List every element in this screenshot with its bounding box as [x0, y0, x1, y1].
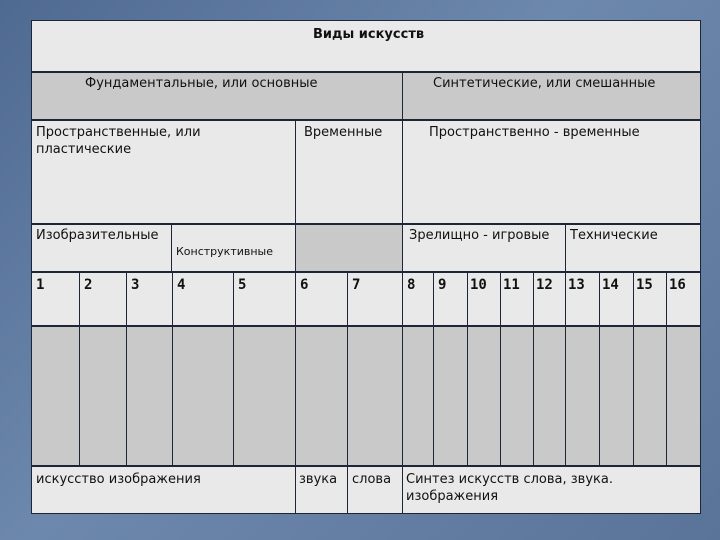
fundamental-arts-label: Фундаментальные, или основные — [85, 76, 318, 91]
synthesis-cell — [402, 466, 701, 514]
temporal-arts-label: Временные — [304, 125, 383, 140]
word-art-cell — [347, 466, 403, 514]
word-art-label: слова — [352, 472, 392, 487]
blank-cell-14 — [599, 326, 634, 466]
sound-art-cell — [295, 466, 348, 514]
blank-cell-4 — [172, 326, 234, 466]
image-art-label: искусство изображения — [36, 472, 201, 487]
spatial-arts-label: Пространственные, или пластические — [36, 125, 201, 157]
number-cell-5 — [233, 272, 296, 326]
number-cell-6 — [295, 272, 348, 326]
number-label-9: 9 — [438, 277, 447, 293]
number-label-3: 3 — [131, 277, 140, 293]
temporal-arts-cell — [295, 120, 403, 224]
number-label-12: 12 — [536, 277, 553, 293]
title-cell — [31, 20, 701, 72]
fundamental-arts-cell — [31, 72, 403, 120]
image-art-cell — [31, 466, 296, 514]
number-label-5: 5 — [238, 277, 247, 293]
visual-arts-label: Изобразительные — [36, 228, 159, 243]
spatiotemporal-arts-label: Пространственно - временные — [429, 125, 640, 140]
number-label-2: 2 — [84, 277, 93, 293]
constructive-arts-label: Конструктивные — [176, 245, 274, 258]
blank-cell-9 — [433, 326, 468, 466]
spatial-arts-cell — [31, 120, 296, 224]
sound-art-label: звука — [299, 472, 338, 487]
number-cell-15 — [633, 272, 667, 326]
blank-cell-10 — [467, 326, 501, 466]
number-cell-4 — [172, 272, 234, 326]
technical-arts-label: Технические — [570, 228, 658, 243]
blank-cell-8 — [402, 326, 434, 466]
blank-cell-1 — [31, 326, 80, 466]
number-cell-2 — [79, 272, 127, 326]
blank-cell-7 — [347, 326, 403, 466]
number-label-6: 6 — [300, 277, 309, 293]
spatiotemporal-arts-cell — [402, 120, 701, 224]
number-label-7: 7 — [352, 277, 361, 293]
number-cell-3 — [126, 272, 173, 326]
blank-cell-15 — [633, 326, 667, 466]
number-cell-10 — [467, 272, 501, 326]
blank-cell-11 — [500, 326, 534, 466]
spectacle-arts-cell — [402, 224, 566, 272]
constructive-arts-cell — [171, 224, 296, 272]
number-cell-7 — [347, 272, 403, 326]
synthetic-arts-label: Синтетические, или смешанные — [433, 76, 656, 91]
blank-cell-3 — [126, 326, 173, 466]
number-cell-9 — [433, 272, 468, 326]
synthesis-label: Синтез искусств слова, звука. изображения — [406, 472, 613, 504]
number-cell-8 — [402, 272, 434, 326]
spectacle-arts-label: Зрелищно - игровые — [409, 228, 550, 243]
blank-cell-5 — [233, 326, 296, 466]
number-label-14: 14 — [602, 277, 619, 293]
blank-cell-2 — [79, 326, 127, 466]
number-cell-11 — [500, 272, 534, 326]
number-label-11: 11 — [503, 277, 520, 293]
number-cell-14 — [599, 272, 634, 326]
number-cell-1 — [31, 272, 80, 326]
number-label-10: 10 — [470, 277, 487, 293]
blank-cell-16 — [666, 326, 701, 466]
technical-arts-cell — [565, 224, 701, 272]
number-label-15: 15 — [636, 277, 653, 293]
blank-cell-12 — [533, 326, 566, 466]
number-label-1: 1 — [36, 277, 45, 293]
synthetic-arts-cell — [402, 72, 701, 120]
number-label-4: 4 — [177, 277, 186, 293]
temporal-blank-cell — [295, 224, 403, 272]
number-cell-16 — [666, 272, 701, 326]
number-cell-13 — [565, 272, 600, 326]
number-label-8: 8 — [407, 277, 416, 293]
visual-arts-cell — [31, 224, 172, 272]
number-label-13: 13 — [568, 277, 585, 293]
number-label-16: 16 — [669, 277, 686, 293]
blank-cell-13 — [565, 326, 600, 466]
diagram-title: Виды искусств — [313, 27, 425, 42]
number-cell-12 — [533, 272, 566, 326]
blank-cell-6 — [295, 326, 348, 466]
